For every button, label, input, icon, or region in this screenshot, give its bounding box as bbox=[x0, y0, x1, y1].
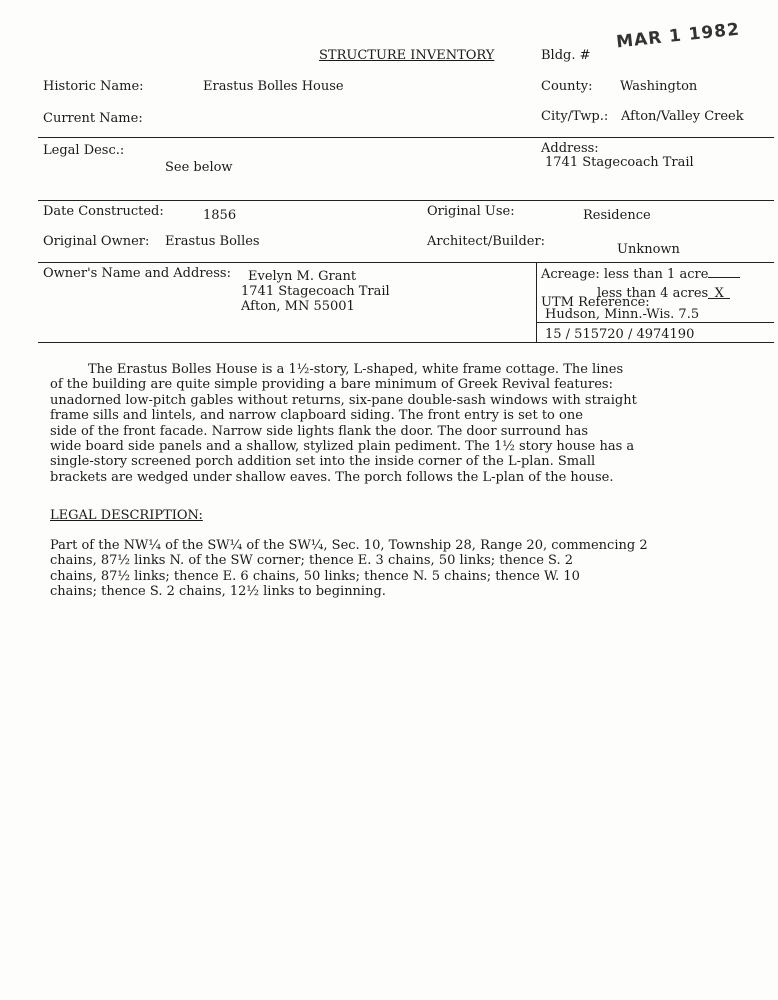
county-label: County: bbox=[541, 79, 593, 94]
divider-line bbox=[38, 200, 774, 201]
original-owner-label: Original Owner: bbox=[43, 234, 150, 249]
date-stamp: MAR 1 1982 bbox=[615, 19, 741, 53]
architect-value: Unknown bbox=[617, 242, 680, 257]
city-label: City/Twp.: bbox=[541, 109, 609, 124]
description-line: side of the front facade. Narrow side lights flank the door. The door surround has bbox=[50, 423, 589, 439]
address-label: Address: bbox=[541, 141, 599, 156]
historic-name-label: Historic Name: bbox=[43, 79, 144, 94]
original-use-value: Residence bbox=[583, 208, 651, 223]
utm-coords-value: 15 / 515720 / 4974190 bbox=[545, 327, 695, 342]
description-paragraph bbox=[50, 362, 730, 485]
acreage-option-1: less than 1 acre bbox=[603, 267, 709, 282]
architect-label: Architect/Builder: bbox=[427, 234, 546, 249]
column-divider bbox=[536, 262, 537, 342]
date-constructed-label: Date Constructed: bbox=[43, 204, 164, 219]
legal-desc-label: Legal Desc.: bbox=[43, 143, 125, 158]
city-value: Afton/Valley Creek bbox=[621, 109, 744, 124]
description-line: of the building are quite simple providing a bare minimum of Greek Revival features: bbox=[50, 377, 613, 393]
original-owner-value: Erastus Bolles bbox=[165, 234, 260, 249]
description-line: single-story screened porch addition set into the inside corner of the L-plan. Small bbox=[50, 454, 596, 470]
legal-line: Part of the NW¼ of the SW¼ of the SW¼, Sec. 10, Township 28, Range 20, commencing 2 bbox=[50, 538, 648, 553]
acreage-line-1 bbox=[541, 265, 740, 282]
utm-label: UTM Reference: bbox=[541, 295, 650, 310]
acreage-option-2: less than 4 acres bbox=[597, 286, 709, 301]
acreage-label: Acreage: bbox=[541, 267, 600, 282]
divider-line bbox=[38, 262, 774, 263]
historic-name-value: Erastus Bolles House bbox=[203, 79, 344, 94]
owner-city-value: Afton, MN 55001 bbox=[241, 299, 355, 314]
legal-line: chains, 87½ links; thence E. 6 chains, 50 links; thence N. 5 chains; thence W. 10 bbox=[50, 568, 580, 584]
legal-line: chains, 87½ links N. of the SW corner; thence E. 3 chains, 50 links; thence S. 2 bbox=[50, 553, 573, 569]
owner-name-value: Evelyn M. Grant bbox=[248, 269, 357, 284]
original-use-label: Original Use: bbox=[427, 204, 515, 219]
current-name-label: Current Name: bbox=[43, 111, 143, 126]
description-line: wide board side panels and a shallow, stylized plain pediment. The 1½ story house has a bbox=[50, 439, 635, 455]
description-line: The Erastus Bolles House is a 1½-story, L-shaped, white frame cottage. The lines bbox=[88, 362, 624, 377]
date-constructed-value: 1856 bbox=[203, 208, 237, 223]
legal-heading: LEGAL DESCRIPTION: bbox=[50, 508, 203, 523]
legal-desc-value: See below bbox=[165, 160, 233, 175]
divider-line bbox=[38, 137, 774, 138]
owner-street-value: 1741 Stagecoach Trail bbox=[241, 284, 390, 299]
divider-line bbox=[38, 342, 774, 343]
description-line: frame sills and lintels, and narrow clapboard siding. The front entry is set to one bbox=[50, 408, 583, 424]
address-value: 1741 Stagecoach Trail bbox=[545, 155, 694, 170]
owner-name-label: Owner's Name and Address: bbox=[43, 266, 231, 281]
county-value: Washington bbox=[620, 79, 698, 94]
description-line: unadorned low-pitch gables without returns, six-pane double-sash windows with straight bbox=[50, 392, 637, 408]
legal-line: chains; thence S. 2 chains, 12½ links to beginning. bbox=[50, 584, 386, 600]
divider-line bbox=[536, 322, 774, 323]
bldg-label: Bldg. # bbox=[541, 48, 591, 63]
description-line: brackets are wedged under shallow eaves. The porch follows the L-plan of the house. bbox=[50, 469, 614, 485]
acreage-check-mark: X bbox=[708, 286, 730, 299]
legal-paragraph bbox=[50, 538, 730, 600]
form-title: STRUCTURE INVENTORY bbox=[319, 48, 495, 63]
utm-quad-value: Hudson, Minn.-Wis. 7.5 bbox=[545, 307, 700, 322]
